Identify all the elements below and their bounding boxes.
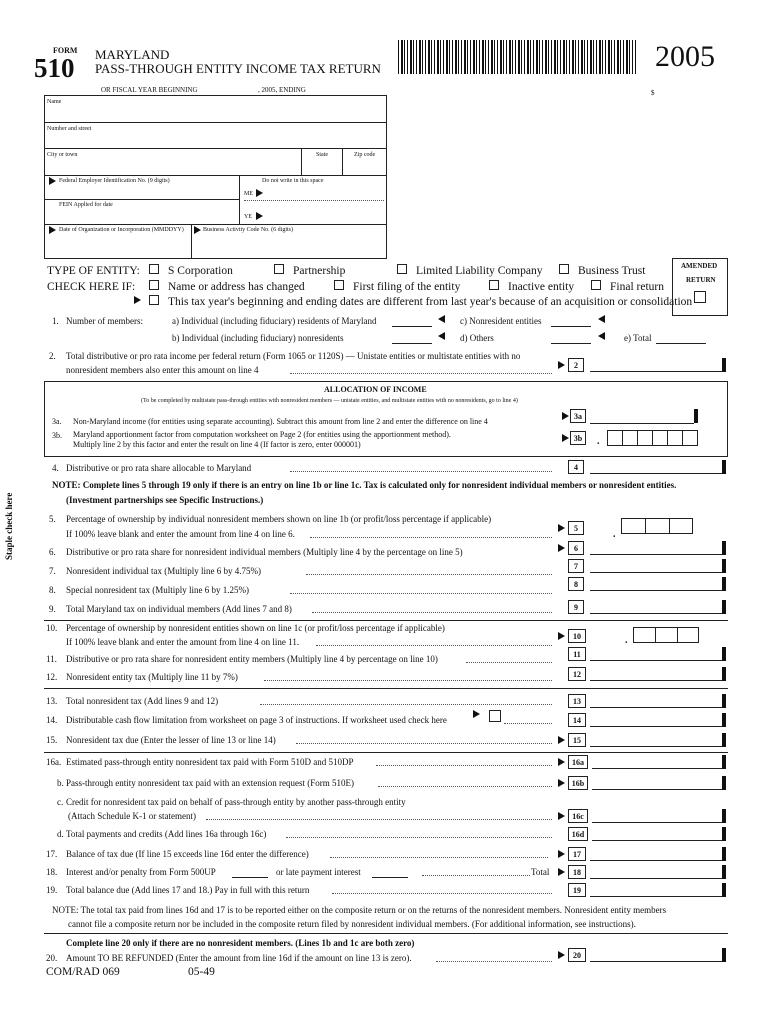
line3b-text1: Maryland apportionment factor from computation worksheet on Page 2 (for entities using the apportionment method). [73,430,451,439]
line19-text: Total balance due (Add lines 17 and 18.) Pay in full with this return [66,885,310,895]
line10-box-label: 10 [568,629,586,643]
barcode [398,40,636,74]
city-label: City or town [47,152,78,158]
line7-box-label: 7 [568,559,584,573]
line17-num: 17. [46,849,58,859]
line6-text: Distributive or pro rata share for nonresident individual members (Multiply line 4 by the percentage on line 5) [66,547,463,557]
line8-box-label: 8 [568,577,584,591]
arrow-icon [558,779,565,787]
line3b-text2: Multiply line 2 by this factor and enter the result on line 4 (If factor is zero, enter 000001) [73,440,361,449]
line8-num: 8. [49,585,56,595]
line3b-num: 3b. [52,431,62,440]
line2-text2: nonresident members also enter this amount on line 4 [66,365,259,375]
line14-text: Distributable cash flow limitation from worksheet on page 3 of instructions. If worksheet used check here [66,715,447,725]
members-a-input[interactable] [392,326,432,327]
line9-box-label: 9 [568,600,584,614]
line18-box-label: 18 [568,865,586,879]
allocation-subtitle: (To be completed by multistate pass-through entities with nonresident members — unistate entities, and multistate entities with no nonresidents, go to line 4) [141,398,518,404]
line20-text: Amount TO BE REFUNDED (Enter the amount from line 16d if the amount on line 13 is zero). [66,953,412,963]
acquisition-label: This tax year's beginning and ending dates are different from last year's because of an acquisition or consolidation [168,296,693,308]
line14-num: 14. [46,715,58,725]
arrow-icon [562,412,569,420]
state-input[interactable] [302,159,342,175]
business-trust-label: Business Trust [578,265,646,277]
arrow-icon [438,332,445,340]
line18-num: 18. [46,867,58,877]
line10-num: 10. [46,623,58,633]
line7-amount[interactable] [590,572,722,573]
llc-checkbox[interactable] [397,264,407,274]
line4-num: 4. [52,463,59,473]
line4-box-label: 4 [568,460,584,474]
business-code-label: Business Activity Code No. (6 digits) [203,227,293,233]
note1-text2: (Investment partnerships see Specific Instructions.) [66,495,264,505]
line1-num: 1. [52,316,59,326]
form-number: 510 [34,53,75,83]
allocation-title: ALLOCATION OF INCOME [324,385,427,394]
type-entity-label: TYPE OF ENTITY: [47,265,140,277]
line16d-text: Total payments and credits (Add lines 16a through 16c) [66,829,267,839]
line19-num: 19. [46,885,58,895]
line10-percent-digit[interactable] [655,627,677,643]
line18-interest-input[interactable] [232,877,268,878]
line14-checkbox[interactable] [489,710,501,722]
line13-text: Total nonresident tax (Add lines 9 and 12) [66,696,219,706]
members-e-label: e) Total [624,333,652,343]
line4-amount[interactable] [590,473,722,474]
line6-num: 6. [49,547,56,557]
line16d-box-label: 16d [568,827,588,841]
street-label: Number and street [47,126,92,132]
form-state: MARYLAND [95,47,170,62]
name-label: Name [47,99,62,105]
line12-text: Nonresident entity tax (Multiply line 11 by 7%) [66,672,238,682]
arrow-icon [558,544,565,552]
line10-text-a: Percentage of ownership by nonresident entities shown on line 1c (or profit/loss percentage if applicable) [66,623,445,633]
line18-text-b: or late payment interest [276,867,361,877]
line15-num: 15. [46,735,58,745]
line3a-num: 3a. [52,417,62,426]
zip-input[interactable] [343,159,387,175]
line16d-amount[interactable] [592,840,722,841]
acquisition-checkbox[interactable] [149,295,159,305]
members-e-input[interactable] [656,343,706,344]
line16c-amount[interactable] [592,822,722,823]
line16c-box-label: 16c [568,809,588,823]
line5-text-b: If 100% leave blank and enter the amount from line 4 on line 6. [66,529,295,539]
arrow-icon [558,951,565,959]
line2-text1: Total distributive or pro rata income per federal return (Form 1065 or 1120S) — Unistate entities or multistate entities with no [66,351,521,361]
arrow-icon [256,212,263,220]
line16b-box-label: 16b [568,776,588,790]
arrow-icon [558,758,565,766]
line3a-box-label: 3a [570,409,586,423]
line13-box-label: 13 [568,694,586,708]
first-filing-label: First filing of the entity [353,281,461,293]
line12-amount[interactable] [590,680,722,681]
line16c-text-b: (Attach Schedule K-1 or statement) [68,811,196,821]
line16b-text: Pass-through entity nonresident tax paid with an extension request (Form 510E) [66,778,354,788]
amended-checkbox[interactable] [694,291,706,303]
arrow-icon [256,189,263,197]
line19-box-label: 19 [568,883,586,897]
fein-applied-label: FEIN Applied for date [59,202,113,208]
line20-box-label: 20 [568,948,586,962]
factor-digit[interactable] [607,430,622,446]
members-d-label: d) Others [460,333,494,343]
date-org-label: Date of Organization or Incorporation (MMDDYY) [59,227,184,233]
line14-amount[interactable] [590,726,722,727]
line5-text-a: Percentage of ownership by individual nonresident members shown on line 1b (or profit/loss percentage if applicable) [66,514,492,524]
line7-text: Nonresident individual tax (Multiply line 6 by 4.75%) [66,566,261,576]
line16a-num: 16a. [46,757,62,767]
arrow-icon [558,632,565,640]
line12-box-label: 12 [568,667,586,681]
line3b-box-label: 3b [570,431,586,445]
line10-text-b: If 100% leave blank and enter the amount from line 4 on line 11. [66,637,300,647]
members-a-label: a) Individual (including fiduciary) residents of Maryland [172,316,377,326]
decimal-point: . [613,529,616,540]
line16a-text: Estimated pass-through entity nonresident tax paid with Form 510D and 510DP [66,757,354,767]
line6-box-label: 6 [568,541,584,555]
line20-amount[interactable] [590,961,722,962]
line6-amount[interactable] [590,554,722,555]
line18-amount[interactable] [590,878,722,879]
fiscal-year-label: OR FISCAL YEAR BEGINNING [101,86,198,94]
members-c-label: c) Nonresident entities [460,316,542,326]
line8-amount[interactable] [590,590,722,591]
me-label: ME [244,191,253,197]
line3a-amount[interactable] [590,423,694,424]
line16c-num: c. [57,797,64,807]
members-c-input[interactable] [551,326,591,327]
arrow-icon [49,177,56,185]
line18-late-input[interactable] [372,877,408,878]
name-changed-checkbox[interactable] [149,280,159,290]
note2-text-b: cannot file a composite return nor be included in the composite return filed by nonresident individual members. (For additional information, see instructions). [68,919,636,929]
members-label: Number of members: [66,316,143,326]
line13-num: 13. [46,696,58,706]
arrow-icon [558,736,565,744]
factor-digit[interactable] [667,430,682,446]
line17-box-label: 17 [568,847,586,861]
first-filing-checkbox[interactable] [334,280,344,290]
line9-text: Total Maryland tax on individual members (Add lines 7 and 8) [66,604,292,614]
line10-percent-digit[interactable] [633,627,655,643]
arrow-icon [134,296,141,304]
line14-box-label: 14 [568,713,586,727]
fiscal-ending-label: , 2005, ENDING [258,86,306,94]
line5-num: 5. [49,514,56,524]
arrow-icon [473,710,480,718]
partnership-label: Partnership [293,265,346,277]
business-code-input[interactable] [193,235,386,257]
line8-text: Special nonresident tax (Multiply line 6 by 1.25%) [66,585,249,595]
arrow-icon [558,524,565,532]
line15-amount[interactable] [590,746,722,747]
line11-box-label: 11 [568,647,586,661]
zip-label: Zip code [354,152,376,158]
line16a-amount[interactable] [592,768,722,769]
do-not-write-label: Do not write in this space [262,178,324,184]
fein-applied-input[interactable] [46,209,238,223]
state-label: State [316,152,328,158]
footer-rev: 05-49 [188,966,215,978]
inactive-label: Inactive entity [508,281,575,293]
line11-amount[interactable] [590,660,722,661]
amended-label: AMENDED [681,262,718,270]
date-org-input[interactable] [46,235,190,257]
line2-box-label: 2 [568,358,584,372]
line4-text: Distributive or pro rata share allocable to Maryland [66,463,252,473]
staple-check-label: Staple check here [4,492,14,560]
llc-label: Limited Liability Company [416,265,543,277]
arrow-icon [558,361,565,369]
decimal-point: . [625,635,628,646]
members-b-input[interactable] [392,343,432,344]
line15-box-label: 15 [568,733,586,747]
city-input[interactable] [44,159,300,175]
line20-num: 20. [46,953,58,963]
final-return-checkbox[interactable] [591,280,601,290]
line17-amount[interactable] [590,860,722,861]
line12-num: 12. [46,672,58,682]
line16a-box-label: 16a [568,755,588,769]
line16c-text-a: Credit for nonresident tax paid on behalf of pass-through entity by another pass-through entity [66,797,406,807]
arrow-icon [598,315,605,323]
fein-input[interactable] [46,186,238,199]
note2-text-a: NOTE: The total tax paid from lines 16d and 17 is to be reported either on the composite return or on the returns of the nonresident members. Nonresident entity members [52,905,667,915]
dollar-sign: $ [651,89,655,97]
tax-year: 2005 [655,40,715,73]
line15-text: Nonresident tax due (Enter the lesser of line 13 or line 14) [66,735,276,745]
inactive-checkbox[interactable] [489,280,499,290]
line3a-text: Non-Maryland income (for entities using separate accounting). Subtract this amount from line 2 and enter the difference on line 4 [73,417,488,426]
line17-text: Balance of tax due (If line 15 exceeds line 16d enter the difference) [66,849,309,859]
line20-head: Complete line 20 only if there are no nonresident members. (Lines 1b and 1c are both zero) [66,938,415,948]
fein-label: Federal Employer Identification No. (9 digits) [59,178,170,184]
check-here-label: CHECK HERE IF: [47,281,136,293]
arrow-icon [558,868,565,876]
line19-amount[interactable] [590,896,722,897]
final-return-label: Final return [610,281,664,293]
line2-amount[interactable] [590,371,722,372]
line9-amount[interactable] [590,613,722,614]
form-title: PASS-THROUGH ENTITY INCOME TAX RETURN [95,61,381,76]
line7-num: 7. [49,566,56,576]
arrow-icon [194,226,201,234]
line5-box-label: 5 [568,521,584,535]
arrow-icon [598,332,605,340]
arrow-icon [438,315,445,323]
members-d-input[interactable] [551,343,591,344]
factor-digit[interactable] [622,430,637,446]
factor-digit[interactable] [652,430,667,446]
line18-total-label: Total [531,867,550,877]
partnership-checkbox[interactable] [274,264,284,274]
arrow-icon [558,812,565,820]
line9-num: 9. [49,604,56,614]
members-b-label: b) Individual (including fiduciary) nonresidents [172,333,344,343]
line13-amount[interactable] [590,707,722,708]
arrow-icon [49,226,56,234]
footer-code: COM/RAD 069 [46,966,120,978]
business-trust-checkbox[interactable] [559,264,569,274]
arrow-icon [562,434,569,442]
note1-text: NOTE: Complete lines 5 through 19 only if there is an entry on line 1b or line 1c. Tax is calculated only for nonresident individual members or nonresident entities. [52,480,677,490]
line10-percent-digit[interactable] [677,627,699,643]
line5-percent-digit[interactable] [621,518,645,534]
form-word: FORM [53,46,78,55]
name-input[interactable] [44,106,387,122]
s-corp-checkbox[interactable] [149,264,159,274]
line11-text: Distributive or pro rata share for nonresident entity members (Multiply line 4 by percentage on line 10) [66,654,438,664]
line16b-num: b. [57,778,64,788]
line11-num: 11. [46,654,57,664]
arrow-icon [558,850,565,858]
factor-digit[interactable] [682,430,698,446]
decimal-point: . [597,436,600,447]
line5-percent-digit[interactable] [669,518,693,534]
line18-text-a: Interest and/or penalty from Form 500UP [66,867,216,877]
ye-label: YE [244,214,252,220]
s-corp-label: S Corporation [168,265,233,277]
return-label: RETURN [686,276,716,284]
street-input[interactable] [44,133,387,148]
factor-digit[interactable] [637,430,652,446]
line5-percent-digit[interactable] [645,518,669,534]
line2-num: 2. [49,351,56,361]
name-changed-label: Name or address has changed [168,281,305,293]
line16d-num: d. [57,829,64,839]
line16b-amount[interactable] [592,789,722,790]
